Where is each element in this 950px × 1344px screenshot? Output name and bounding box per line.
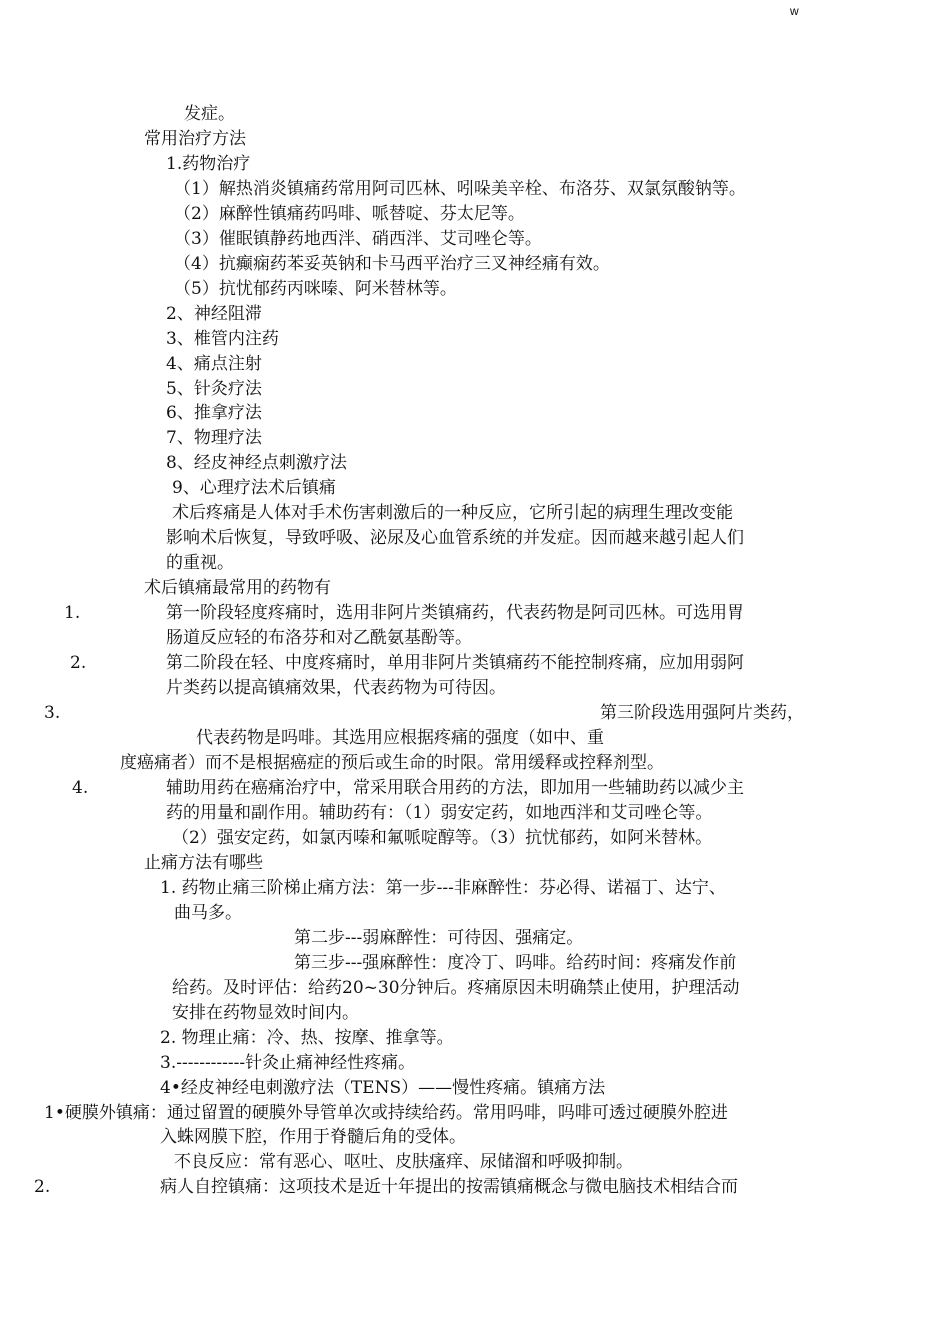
text-line: 3、椎管内注药 (166, 329, 279, 349)
text-line: 片类药以提高镇痛效果，代表药物为可待因。 (166, 678, 506, 698)
list-number: 3. (44, 703, 61, 723)
text-line: 术后疼痛是人体对手术伤害刺激后的一种反应，它所引起的病理生理改变能 (172, 503, 733, 523)
text-line: 辅助用药在癌痛治疗中，常采用联合用药的方法，即加用一些辅助药以减少主 (166, 778, 744, 798)
section-heading: 常用治疗方法 (144, 129, 246, 149)
text-line: 1.药物治疗 (166, 154, 251, 174)
list-number: 2. (34, 1177, 51, 1197)
list-number: 2. (70, 653, 87, 673)
text-line: 安排在药物显效时间内。 (172, 1003, 359, 1023)
text-line: 代表药物是吗啡。其选用应根据疼痛的强度（如中、重 (196, 728, 604, 748)
text-line: （4）抗癫痫药苯妥英钠和卡马西平治疗三叉神经痛有效。 (174, 254, 610, 274)
text-line: 发症。 (184, 104, 235, 124)
section-heading: 术后镇痛最常用的药物有 (144, 578, 331, 598)
text-line: 第三阶段选用强阿片类药， (600, 703, 804, 723)
text-line: 1. 药物止痛三阶梯止痛方法：第一步---非麻醉性：芬必得、诺福丁、达宁、 (160, 878, 726, 898)
text-line: 1•硬膜外镇痛：通过留置的硬膜外导管单次或持续给药。常用吗啡，吗啡可透过硬膜外腔进 (44, 1103, 728, 1123)
text-line: 4•经皮神经电刺激疗法（TENS）——慢性疼痛。镇痛方法 (160, 1078, 606, 1098)
text-line: （3）催眠镇静药地西泮、硝西泮、艾司唑仑等。 (174, 229, 542, 249)
text-line: 肠道反应轻的布洛芬和对乙酰氨基酚等。 (166, 628, 472, 648)
text-line: 度癌痛者）而不是根据癌症的预后或生命的时限。常用缓释或控释剂型。 (120, 753, 664, 773)
list-number: 1. (64, 603, 81, 623)
text-line: 第三步---强麻醉性：度冷丁、吗啡。给药时间：疼痛发作前 (294, 953, 737, 973)
text-line: 8、经皮神经点刺激疗法 (166, 453, 347, 473)
text-line: 影响术后恢复，导致呼吸、泌尿及心血管系统的并发症。因而越来越引起人们 (166, 528, 744, 548)
text-line: 第一阶段轻度疼痛时，选用非阿片类镇痛药，代表药物是阿司匹林。可选用胃 (166, 603, 744, 623)
text-line: 第二步---弱麻醉性：可待因、强痛定。 (294, 928, 584, 948)
text-line: 5、针灸疗法 (166, 379, 262, 399)
text-line: 6、推拿疗法 (166, 403, 262, 423)
text-line: 7、物理疗法 (166, 428, 262, 448)
text-line: 病人自控镇痛：这项技术是近十年提出的按需镇痛概念与微电脑技术相结合而 (160, 1177, 738, 1197)
text-line: 9、心理疗法术后镇痛 (172, 478, 336, 498)
text-line: 入蛛网膜下腔，作用于脊髓后角的受体。 (160, 1127, 466, 1147)
text-line: （1）解热消炎镇痛药常用阿司匹林、吲哚美辛栓、布洛芬、双氯氛酸钠等。 (174, 179, 746, 199)
text-line: 2、神经阻滞 (166, 304, 262, 324)
text-line: 药的用量和副作用。辅助药有：（1）弱安定药，如地西泮和艾司唑仑等。 (166, 803, 713, 823)
text-line: （5）抗忧郁药丙咪嗪、阿米替林等。 (174, 279, 457, 299)
text-line: 曲马多。 (174, 903, 242, 923)
section-heading: 止痛方法有哪些 (144, 853, 263, 873)
text-line: 4、痛点注射 (166, 354, 262, 374)
text-line: 2. 物理止痛：冷、热、按摩、推拿等。 (160, 1028, 454, 1048)
list-number: 4. (72, 778, 89, 798)
text-line: （2）强安定药，如氯丙嗪和氟哌啶醇等。（3）抗忧郁药，如阿米替林。 (172, 828, 713, 848)
text-line: 3.------------针灸止痛神经性疼痛。 (160, 1053, 416, 1073)
text-line: 的重视。 (166, 553, 234, 573)
text-line: 不良反应：常有恶心、呕吐、皮肤瘙痒、尿储溜和呼吸抑制。 (174, 1152, 633, 1172)
text-line: （2）麻醉性镇痛药吗啡、哌替啶、芬太尼等。 (174, 204, 525, 224)
text-line: 第二阶段在轻、中度疼痛时，单用非阿片类镇痛药不能控制疼痛，应加用弱阿 (166, 653, 744, 673)
corner-mark: w (790, 4, 799, 18)
text-line: 给药。及时评估：给药20~30分钟后。疼痛原因未明确禁止使用，护理活动 (172, 978, 740, 998)
